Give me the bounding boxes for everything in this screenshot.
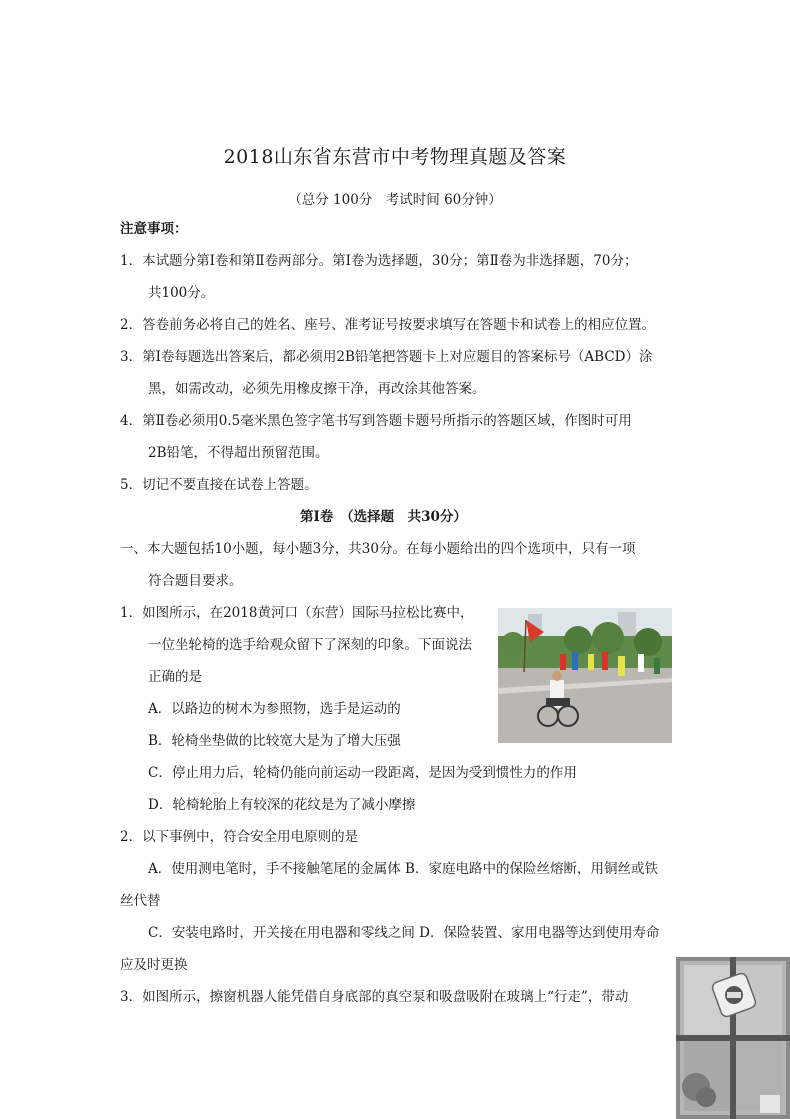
q1-stem-line: 一位坐轮椅的选手给观众留下了深刻的印象。下面说法 [148,637,472,653]
q2-stem: 2．以下事例中，符合安全用电原则的是 [120,829,359,845]
q1-option-c: C．停止用力后，轮椅仍能向前运动一段距离，是因为受到惯性力的作用 [148,765,577,781]
window-robot-photo [676,957,790,1119]
document-title: 2018山东省东营市中考物理真题及答案 [223,146,567,168]
q2-line: A．使用测电笔时，手不接触笔尾的金属体 B．家庭电路中的保险丝熔断，用铜丝或铁 [148,861,658,877]
q1-option-a: A．以路边的树木为参照物，选手是运动的 [148,701,401,717]
section-heading: 第Ⅰ卷 （选择题 共30分） [300,509,467,525]
notice-line: 5．切记不要直接在试卷上答题。 [120,477,318,493]
document-subtitle: （总分 100分 考试时间 60分钟） [288,192,502,208]
q2-line: 应及时更换 [120,957,188,973]
q1-option-b: B．轮椅坐垫做的比较宽大是为了增大压强 [148,733,401,749]
notice-heading: 注意事项： [120,221,188,237]
q1-option-d: D．轮椅轮胎上有较深的花纹是为了减小摩擦 [148,797,416,813]
q1-stem-line: 正确的是 [148,669,202,685]
section-intro-line: 符合题目要求。 [148,573,243,589]
notice-line: 2．答卷前务必将自己的姓名、座号、准考证号按要求填写在答题卡和试卷上的相应位置。 [120,317,656,333]
q3-stem: 3．如图所示，擦窗机器人能凭借自身底部的真空泵和吸盘吸附在玻璃上“行走”，带动 [120,989,629,1005]
q1-stem-line: 1．如图所示，在2018黄河口（东营）国际马拉松比赛中， [120,605,474,621]
section-intro-line: 一、本大题包括10小题，每小题3分，共30分。在每小题给出的四个选项中，只有一项 [120,541,636,557]
notice-line: 3．第Ⅰ卷每题选出答案后，都必须用2B铅笔把答题卡上对应题目的答案标号（ABCD）涂 [120,349,653,365]
q2-line: 丝代替 [120,893,161,909]
q2-line: C．安装电路时，开关接在用电器和零线之间 D．保险装置、家用电器等达到使用寿命 [148,925,660,941]
notice-line: 4．第Ⅱ卷必须用0.5毫米黑色签字笔书写到答题卡题号所指示的答题区域，作图时可用 [120,413,632,429]
notice-line: 黑，如需改动，必须先用橡皮擦干净，再改涂其他答案。 [148,381,486,397]
notice-line: 共100分。 [148,285,215,301]
notice-line: 1．本试题分第Ⅰ卷和第Ⅱ卷两部分。第Ⅰ卷为选择题，30分；第Ⅱ卷为非选择题，70分； [120,253,638,269]
marathon-wheelchair-photo [498,608,672,743]
notice-line: 2B铅笔，不得超出预留范围。 [148,445,329,461]
